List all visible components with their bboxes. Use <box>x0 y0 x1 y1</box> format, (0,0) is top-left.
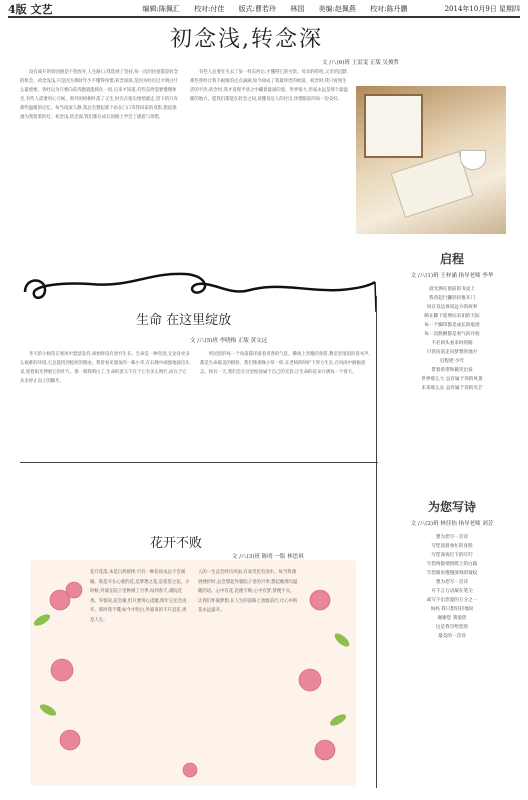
poem2-byline: 文 /八(2)班 林佳怡 指导老师 刘芳 <box>410 521 494 527</box>
poem-line: 只管向前走向梦想的地方 <box>426 350 478 355</box>
poem-line: 风在耳边诉说远方的故事 <box>426 305 478 310</box>
poem2-lines <box>392 533 512 641</box>
article2-byline: 文 /八(5)班 李晓梅 正版 黄文远 <box>190 338 268 344</box>
poem-line: 我背起行囊轻轻推开门 <box>429 296 475 301</box>
article2-title: 生命 在这里绽放 <box>136 313 232 328</box>
poem-line: 世界那么大 总有属于你的风景 <box>421 377 483 382</box>
teacup-shape <box>460 150 486 170</box>
poem-line: 写您清晨匆忙的身影 <box>431 544 473 549</box>
poem-line: 想为您写一首诗 <box>435 580 469 585</box>
article1-title: 初念浅,转念深 <box>170 27 323 52</box>
article2-body-left: 冬天的小树苗在寒风中瑟瑟发抖,却始终没有放弃生长。生命是一种奇迹,无论身处多么艰难的环境,它总能找到绽放的理由。我曾看见墙角的一株小草,在石缝中顽强地探出头来,迎着阳光伸展它的叶片。那一刻我明白了,生命的意义不在于它有多么绚烂,而在于它从未停止向上的脚步。 <box>20 352 190 384</box>
proof-credit-3: 校对:陈丹鹏 <box>370 5 408 13</box>
reviewer-credit: 美编:赵佩燕 <box>318 5 356 13</box>
poem2-title: 为您写诗 <box>427 500 476 514</box>
proof-credit-1: 校对:付佳 <box>194 5 225 13</box>
swirl-divider <box>20 262 380 312</box>
proof-credit-2: 林园 <box>290 5 305 13</box>
article2-body-right: 校园里的每一个角落都洋溢着青春的气息。操场上奔跑的身影,教室里琅琅的读书声,都是生命最美的模样。我们像那株小草一样,在老师的呵护下努力生长,在风雨中磨砺意志。终有一天,我们会在这里绽放属于自己的光彩,让生命的花朵开满每一个春天。 <box>200 352 370 375</box>
floral-background <box>30 560 356 786</box>
poem-line: 可千言万语凝在笔尖 <box>431 589 473 594</box>
poem-line: 每一次跌倒都是勇气的开始 <box>424 332 480 337</box>
article1-byline: 文 /八(6)班 王雷雯 正版 吴俊哲 <box>322 60 400 66</box>
poem-line: 最美的一首诗 <box>438 634 466 639</box>
section-label: 4版 文艺 <box>8 3 53 16</box>
poem-line: 带着希望和微笑出发 <box>431 368 473 373</box>
header-meta <box>142 4 419 14</box>
layout-credit: 版式:曹若玲 <box>238 5 277 13</box>
poem-line: 写您两鬓悄悄爬上的白霜 <box>426 562 478 567</box>
flower-illustration <box>30 560 356 786</box>
article3-title: 花开不败 <box>150 536 203 551</box>
poem-line: 未来那么长 总有属于你的光芒 <box>421 386 483 391</box>
poem1-box <box>392 250 512 393</box>
poem-line: 谢谢您 我爱您 <box>437 616 467 621</box>
article3-byline: 文 /八(3)班 陈明 一版 林思琪 <box>232 554 304 560</box>
poem-line: 不必回头看来时的路 <box>431 341 473 346</box>
article1-photo <box>356 86 506 234</box>
column-divider <box>376 296 377 788</box>
editor-credit: 编辑:陈佩汇 <box>142 5 180 13</box>
section-divider <box>20 462 378 463</box>
page-header <box>8 2 520 18</box>
poem-line: 晨光洒在窗前的书桌上 <box>429 287 475 292</box>
poem1-byline: 文 /八(1)班 王梓涵 指导老师 李华 <box>410 273 494 279</box>
poem-line: 这是我写给您的 <box>435 625 469 630</box>
poem-line: 写您眼角慢慢深刻的皱纹 <box>426 571 478 576</box>
poem-line: 想为您写一首诗 <box>435 535 469 540</box>
poem-line: 每一个脚印都是成长的痕迹 <box>424 323 480 328</box>
poem-line: 路在脚下延伸向未知的天际 <box>424 314 480 319</box>
poem-line: 妈妈 我只想轻轻地说 <box>430 607 474 612</box>
poem-line: 写您深夜灯下的叮咛 <box>431 553 473 558</box>
article3-body-right: 人的一生总会经历风雨,有欢笑也有泪水。每当我遇到挫折时,总会想起外婆院子里的月季,想起她那句温暖的话。心中有花,花便不败;心中有梦,梦便不灭。让我们怀揣梦想,在人生的道路上勇敢前行,让心中的花永远盛开。 <box>198 570 298 613</box>
poem2-box <box>392 498 512 641</box>
poem-line: 启程吧 少年 <box>439 359 465 364</box>
poem1-title: 启程 <box>439 252 464 266</box>
article3-body-left: 花开花落,本是自然规律,可有一种花却永远不会凋谢。那是开在心底的花,是梦想之花,是希望之花。小时候,外婆在院子里种满了月季,每到春天,满院花香。外婆说,花会谢,但只要用心浇灌,明年它还会再开。那时我不懂,如今才明白,外婆说的不只是花,更是人生。 <box>90 570 190 623</box>
article1-body-right: 有些人总要在失去了某一样东西后,才懂得它的可贵。母亲的唠叨,父亲的沉默,那些曾经让我不耐烦的点点滴滴,如今却成了我最珍贵的财富。初念时,我只看到生活的平淡;转念时,我才发现平淡之中藏着最深的爱。世界很大,但家永远是那个最温暖的地方。愿我们都能在转念之间,读懂身边人的付出,珍惜眼前的每一份美好。 <box>190 70 349 102</box>
window-shape <box>364 94 423 158</box>
article1-body-left: 没有离开的原因便是不曾放弃,人生路口,我选择了坚持,每一次的彷徨都是转念的机会。初念浅浅,只是因为那时年少不懂得珍惜;转念深深,是因为经历过才明白什么最重要。曾经以为只要向前奔跑就能抓住一切,后来才知道,有些东西需要慢慢体会,有些人需要用心守候。窗外的梧桐叶落了又生,时光在指尖悄悄溜走,留下的只有那些温暖的记忆。每当夜深人静,我总会想起那个站在门口等我回家的身影,想起那盏为我留着的灯。初念浅,转念深,我们都在成长的路上学会了感恩与珍惜。 <box>20 70 179 120</box>
poem1-lines <box>392 285 512 393</box>
poem-line: 却写不出您爱的万分之一 <box>426 598 478 603</box>
issue-date: 2014年10月9日 星期四 <box>444 5 520 13</box>
